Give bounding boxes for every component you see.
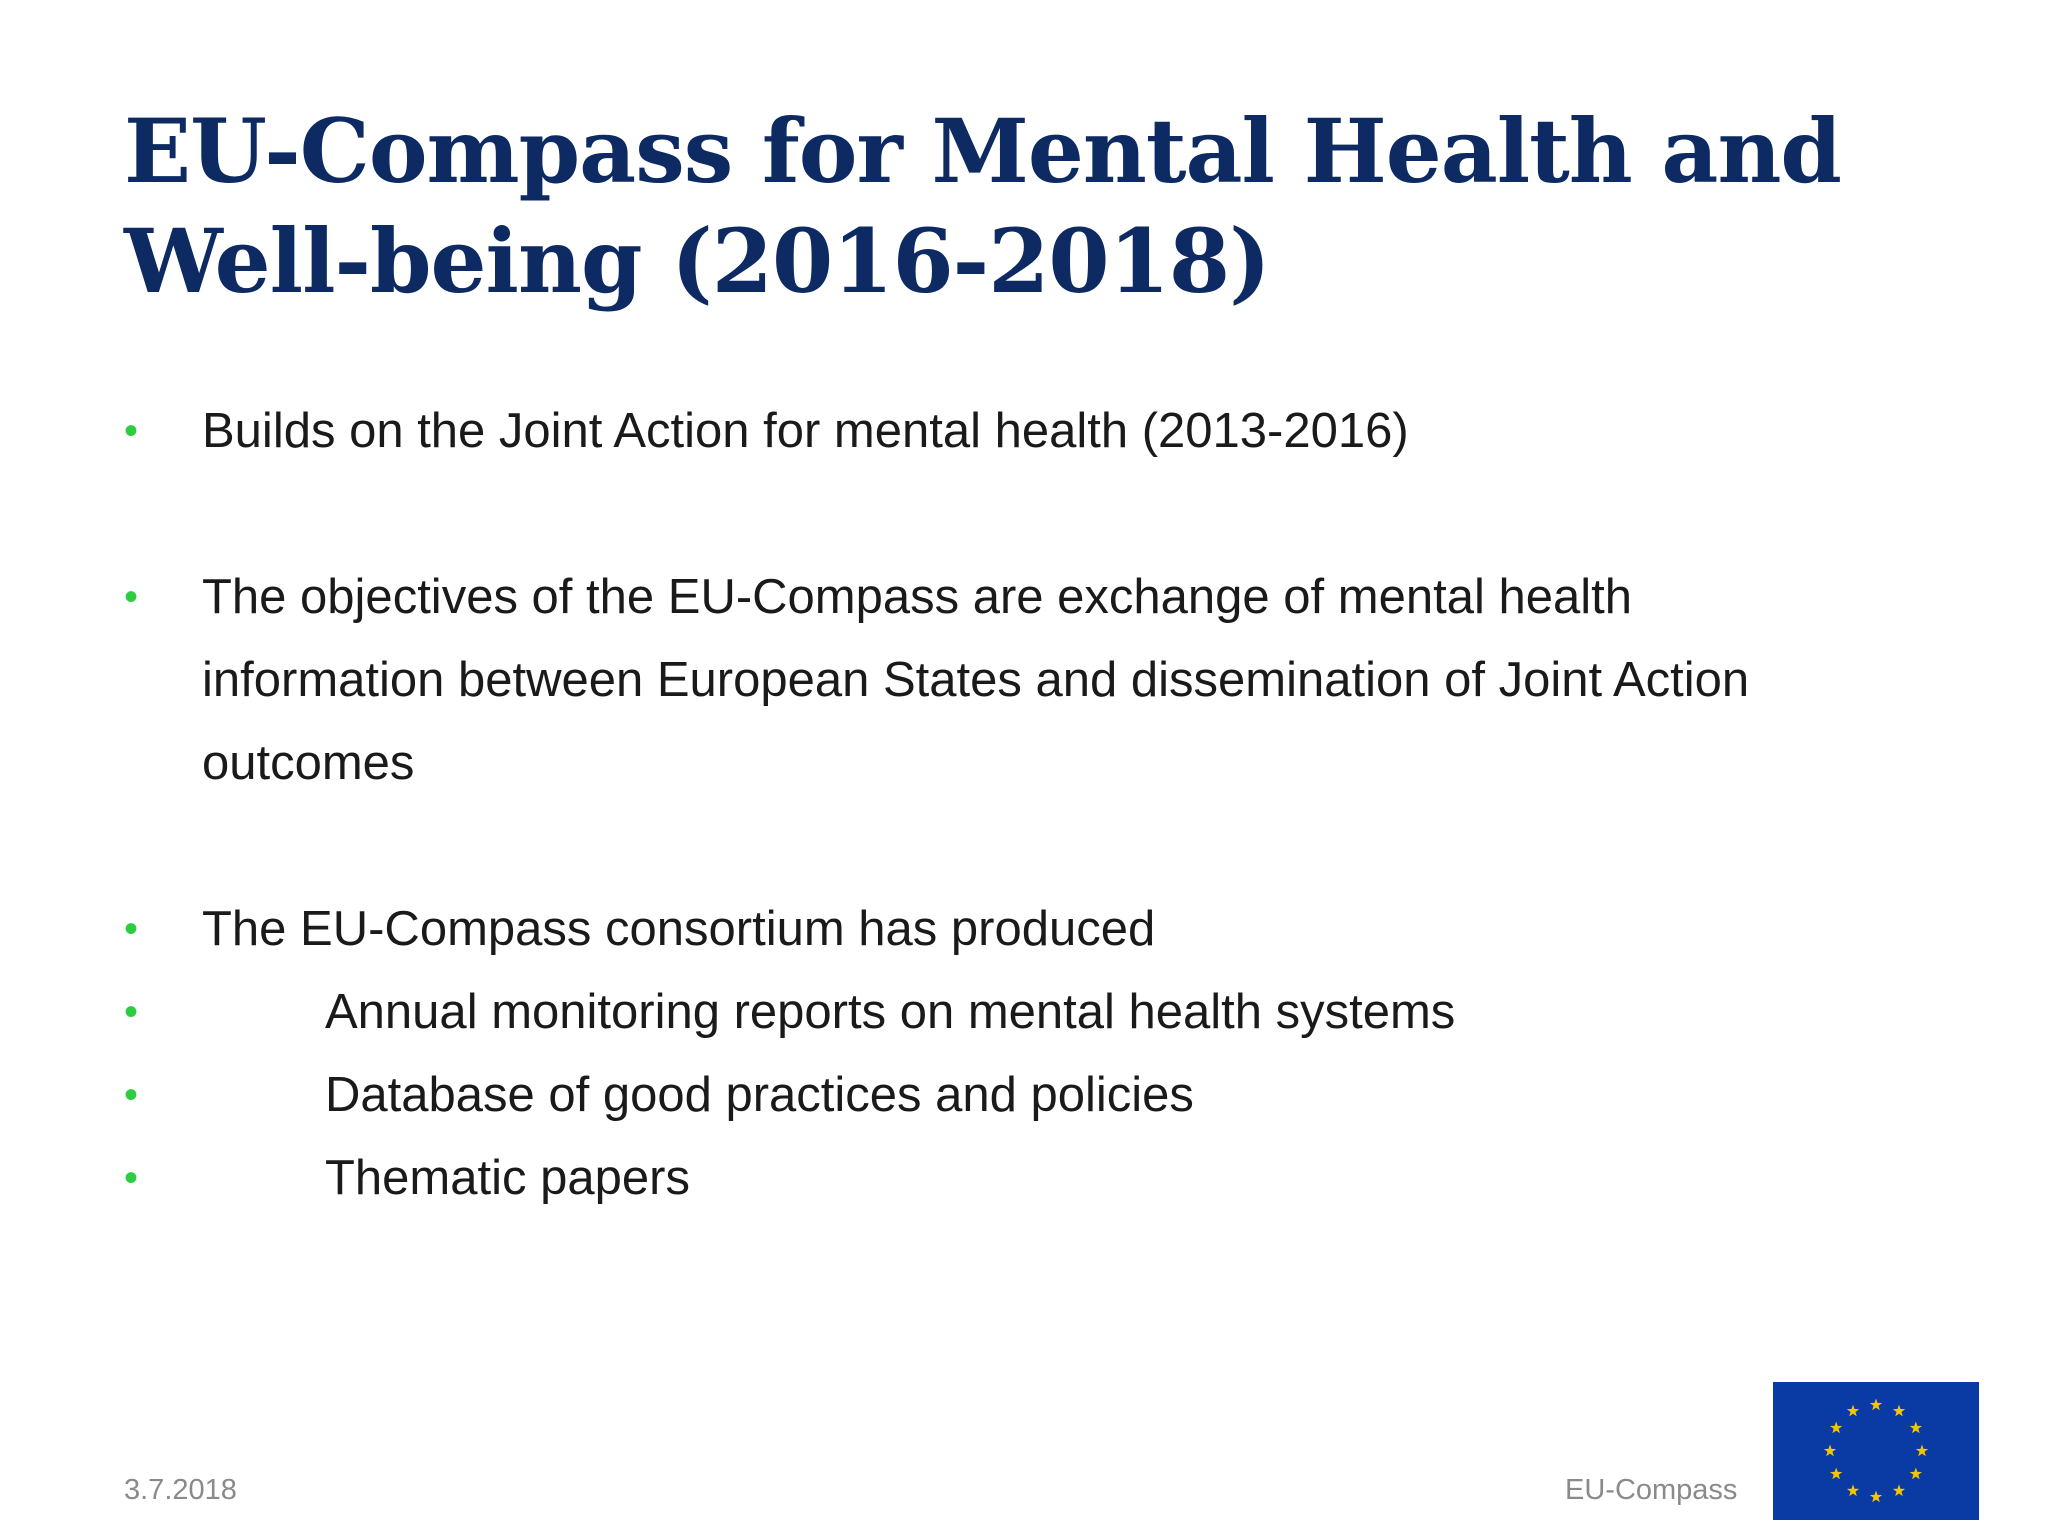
- eu-star-icon: [1916, 1445, 1928, 1457]
- sub-bullet-text: Annual monitoring reports on mental health systems: [325, 985, 1456, 1039]
- bullet-item-consortium: [124, 888, 1924, 1220]
- sub-bullet-dot-icon: •: [124, 1073, 139, 1117]
- eu-flag-icon: [1773, 1382, 1979, 1520]
- eu-star-icon: [1870, 1491, 1882, 1503]
- eu-star-icon: [1910, 1468, 1922, 1480]
- footer-date: 3.7.2018: [124, 1474, 237, 1506]
- sub-bullet-text: Thematic papers: [325, 1151, 690, 1205]
- bullet-list: [124, 390, 1924, 1220]
- sub-bullet-list: [124, 971, 1924, 1220]
- eu-star-icon: [1893, 1484, 1905, 1496]
- sub-bullet-dot-icon: •: [124, 990, 139, 1034]
- eu-star-icon: [1910, 1422, 1922, 1434]
- bullet-dot-icon: •: [124, 409, 139, 453]
- bullet-text: The EU-Compass consortium has produced: [202, 902, 1156, 956]
- eu-flag-stars: [1773, 1382, 1979, 1520]
- slide-title-line-2: Well-being (2016-2018): [124, 209, 1270, 313]
- eu-star-icon: [1830, 1468, 1842, 1480]
- eu-star-icon: [1847, 1484, 1859, 1496]
- slide-title-line-1: EU-Compass for Mental Health and: [124, 99, 1841, 203]
- sub-bullet-item: [124, 1137, 1924, 1220]
- bullet-text-line: The objectives of the EU-Compass are exchange of mental health: [202, 570, 1632, 624]
- bullet-text: Builds on the Joint Action for mental health (2013-2016): [202, 404, 1409, 458]
- sub-bullet-item: [124, 971, 1924, 1054]
- eu-star-icon: [1830, 1422, 1842, 1434]
- bullet-dot-icon: •: [124, 575, 139, 619]
- bullet-item-joint-action: [124, 390, 1924, 473]
- bullet-text-line: outcomes: [202, 736, 415, 790]
- eu-star-icon: [1824, 1445, 1836, 1457]
- eu-star-icon: [1847, 1405, 1859, 1417]
- sub-bullet-item: [124, 1054, 1924, 1137]
- footer-brand: EU-Compass: [1565, 1474, 1738, 1506]
- eu-star-icon: [1870, 1399, 1882, 1411]
- bullet-dot-icon: •: [124, 907, 139, 951]
- sub-bullet-dot-icon: •: [124, 1156, 139, 1200]
- eu-star-icon: [1893, 1405, 1905, 1417]
- slide-title: [124, 96, 1924, 316]
- sub-bullet-text: Database of good practices and policies: [325, 1068, 1194, 1122]
- bullet-item-objectives: [124, 556, 1924, 805]
- bullet-text-line: information between European States and dissemination of Joint Action: [202, 653, 1750, 707]
